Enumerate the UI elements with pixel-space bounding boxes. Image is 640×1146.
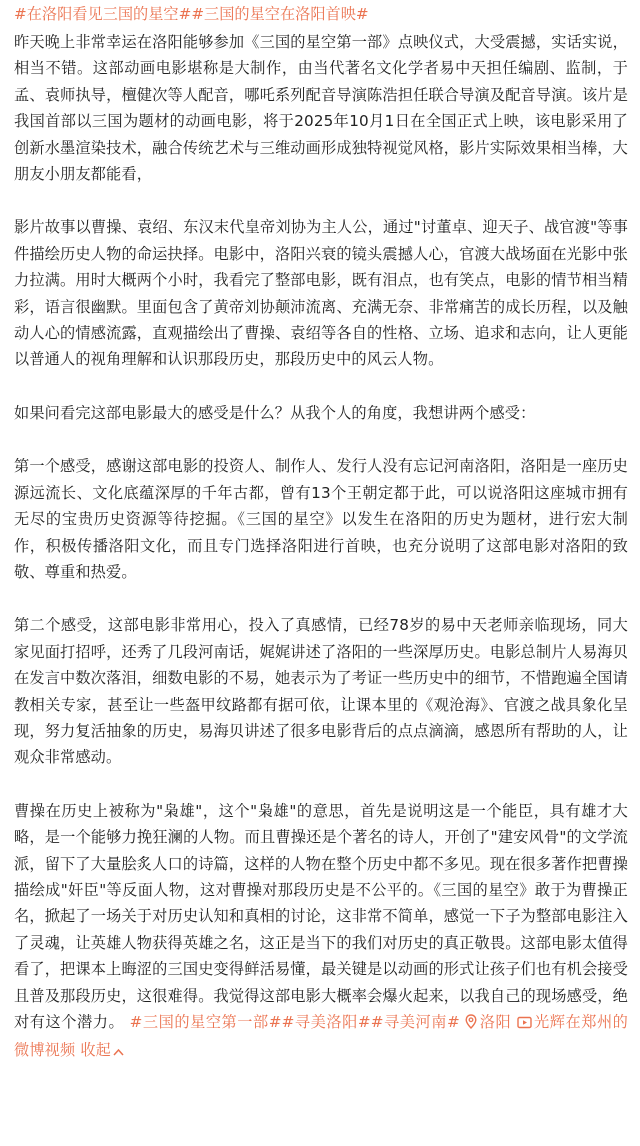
location-label: 洛阳	[479, 1013, 512, 1031]
collapse-label: 收起	[80, 1041, 112, 1060]
topic-link-xunmei-henan[interactable]: #寻美河南#	[370, 1013, 460, 1031]
location-link[interactable]	[465, 1013, 511, 1031]
post-paragraph-5: 第二个感受，这部电影非常用心，投入了真感情，已经78岁的易中天老师亲临现场，同大家见面打招呼，还秀了几段河南话，娓娓讲述了洛阳的一些深厚历史。电影总制片人易海贝在发言中数次落泪，细数电影的不易，她表示为了考证一些历史中的细节，不惜跑遍全国请教相关专家，甚至让一些盔甲纹路都有据可依，让课本里的《观沧海》、官渡之战具象化呈现，努力复活抽象的历史，易海贝讲述了很多电影背后的点点滴滴，感恩所有帮助的人，让观众非常感动。	[14, 616, 628, 767]
topic-link-first-part[interactable]: #三国的星空第一部#	[129, 1013, 282, 1031]
post-paragraph-3: 如果问看完这部电影最大的感受是什么？从我个人的角度，我想讲两个感受：	[14, 403, 536, 422]
header-topics	[14, 3, 628, 25]
post-paragraph-2: 影片故事以曹操、袁绍、东汉末代皇帝刘协为主人公，通过"讨董卓、迎天子、战官渡"等事件描绘历史人物的命运抉择。电影中，洛阳兴衰的镜头震撼人心，官渡大战场面在光影中张力拉满。用时大概两个小时，我看完了整部电影，既有泪点，也有笑点，电影的情节相当精彩，语言很幽默。里面包含了黄帝刘协颠沛流离、充满无奈、非常痛苦的成长历程，以及触动人心的情感流露，直观描绘出了曹操、袁绍等各自的性格、立场、追求和志向，让人更能以普通人的视角理解和认识那段历史，那段历史中的风云人物。	[14, 218, 628, 369]
post-paragraph-4: 第一个感受，感谢这部电影的投资人、制作人、发行人没有忘记河南洛阳，洛阳是一座历史源远流长、文化底蕴深厚的千年古都，曾有13个王朝定都于此，可以说洛阳这座城市拥有无尽的宝贵历史资源等待挖掘。《三国的星空》以发生在洛阳的历史为题材，进行宏大制作，积极传播洛阳文化，而且专门选择洛阳进行首映，也充分说明了这部电影对洛阳的致敬、尊重和热爱。	[14, 457, 628, 581]
post-paragraph-1: 昨天晚上非常幸运在洛阳能够参加《三国的星空第一部》点映仪式，大受震撼，实话实说，相当不错。这部动画电影堪称是大制作，由当代著名文化学者易中天担任编剧、监制，于孟、袁师执导，檀健次等人配音，哪吒系列配音导演陈浩担任联合导演及配音导演。该片是我国首部以三国为题材的动画电影，将于2025年10月1日在全国正式上映，该电影采用了创新水墨渲染技术，融合传统艺术与三维动画形成独特视觉风格，影片实际效果相当棒，大朋友小朋友都能看，	[14, 33, 628, 184]
topic-link-premiere[interactable]: #三国的星空在洛阳首映#	[191, 5, 369, 23]
chevron-up-icon	[113, 1038, 124, 1064]
post-paragraph-6-text: 曹操在历史上被称为"枭雄"，这个"枭雄"的意思，首先是说明这是一个能臣，具有雄才大略，是一个能够力挽狂澜的人物。而且曹操还是个著名的诗人，开创了"建安风骨"的文学流派，留下了大量脍炙人口的诗篇，这样的人物在整个历史中都不多见。现在很多著作把曹操描绘成"奸臣"等反面人物，这对曹操对那段历史是不公平的。《三国的星空》敢于为曹操正名，掀起了一场关于对历史认知和真相的讨论，这非常不简单，感觉一下子为整部电影注入了灵魂，让英雄人物获得英雄之名，这正是当下的我们对历史的真正敬畏。这部电影太值得看了，把课本上晦涩的三国史变得鲜活易懂，最关键是以动画的形式让孩子们也有机会接受且普及那段历史，这很难得。我觉得这部电影大概率会爆火起来，以我自己的现场感受，绝对有这个潜力。	[14, 801, 628, 1031]
topic-link-luoyang-stars[interactable]: #在洛阳看见三国的星空#	[14, 5, 192, 23]
collapse-button[interactable]	[80, 1041, 124, 1059]
post-paragraph-6	[14, 798, 628, 1065]
location-pin-icon	[465, 1011, 477, 1037]
topic-link-xunmei-luoyang[interactable]: #寻美洛阳#	[281, 1013, 371, 1031]
video-source-label: 光辉在郑州的微博视频	[14, 1013, 629, 1060]
video-icon	[517, 1011, 532, 1037]
